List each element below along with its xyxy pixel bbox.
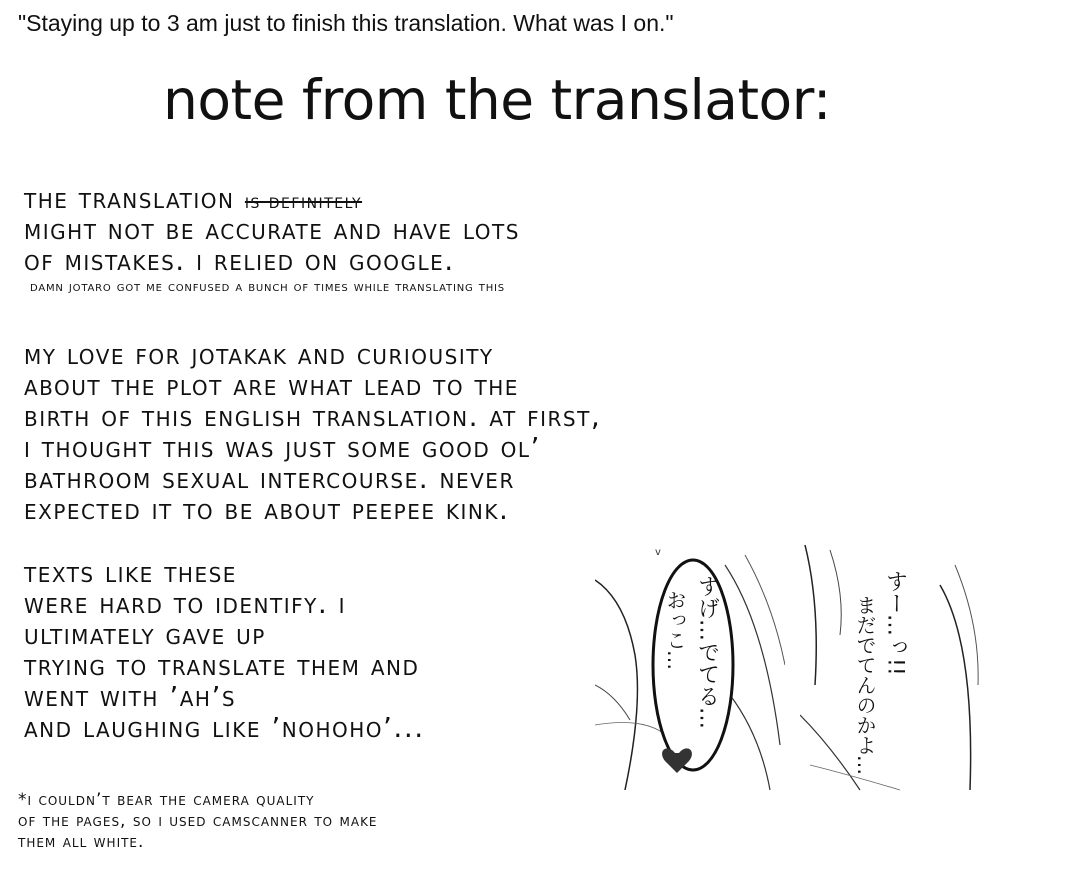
aside-note: damn jotaro got me confused a bunch of times while translating this bbox=[30, 279, 505, 295]
paragraph-line: and laughing like ’nohoho’... bbox=[24, 711, 425, 744]
quote-caption: "Staying up to 3 am just to finish this translation. What was I on." bbox=[18, 10, 674, 36]
paragraph-motivation bbox=[24, 339, 601, 525]
footnote-line: *i couldn’t bear the camera quality bbox=[18, 790, 315, 810]
paragraph-line: the translation is definitely bbox=[24, 182, 363, 215]
page-title: note from the translator: bbox=[163, 68, 831, 132]
paragraph-line: expected it to be about peepee kink. bbox=[24, 493, 510, 526]
paragraph-line: i thought this was just some good ol’ bbox=[24, 431, 541, 464]
paragraph-line: texts like these bbox=[24, 556, 237, 589]
paragraph-line: trying to translate them and bbox=[24, 649, 420, 682]
footnote-line: them all white. bbox=[18, 832, 145, 852]
panel-text: すげ…でてる… bbox=[694, 575, 720, 729]
paragraph-line: my love for jotakak and curiousity bbox=[24, 338, 494, 371]
manga-panel-left bbox=[595, 545, 785, 790]
paragraph-line: bathroom sexual intercourse. never bbox=[24, 462, 515, 495]
panel-text: おっこ… bbox=[663, 590, 687, 670]
paragraph-line: birth of this english translation. at first, bbox=[24, 400, 602, 433]
paragraph-line: of mistakes. i relied on google. bbox=[24, 244, 455, 277]
paragraph-line: about the plot are what lead to the bbox=[24, 369, 519, 402]
panel-text: すー…っ!! bbox=[882, 570, 908, 676]
manga-panel-right bbox=[800, 545, 980, 795]
svg-text:v: v bbox=[655, 547, 661, 558]
panel-text: まだでてんのかよ… bbox=[853, 595, 877, 775]
paragraph-line: went with ’ah’s bbox=[24, 680, 237, 713]
paragraph-line: might not be accurate and have lots bbox=[24, 213, 520, 246]
footnote bbox=[18, 790, 378, 853]
footnote-line: of the pages, so i used camscanner to make bbox=[18, 811, 378, 831]
paragraph-line: ultimately gave up bbox=[24, 618, 266, 651]
paragraph-line: were hard to identify. i bbox=[24, 587, 347, 620]
paragraph-accuracy bbox=[24, 183, 520, 276]
struck-text: is definitely bbox=[244, 189, 363, 213]
paragraph-sfx bbox=[24, 557, 425, 743]
